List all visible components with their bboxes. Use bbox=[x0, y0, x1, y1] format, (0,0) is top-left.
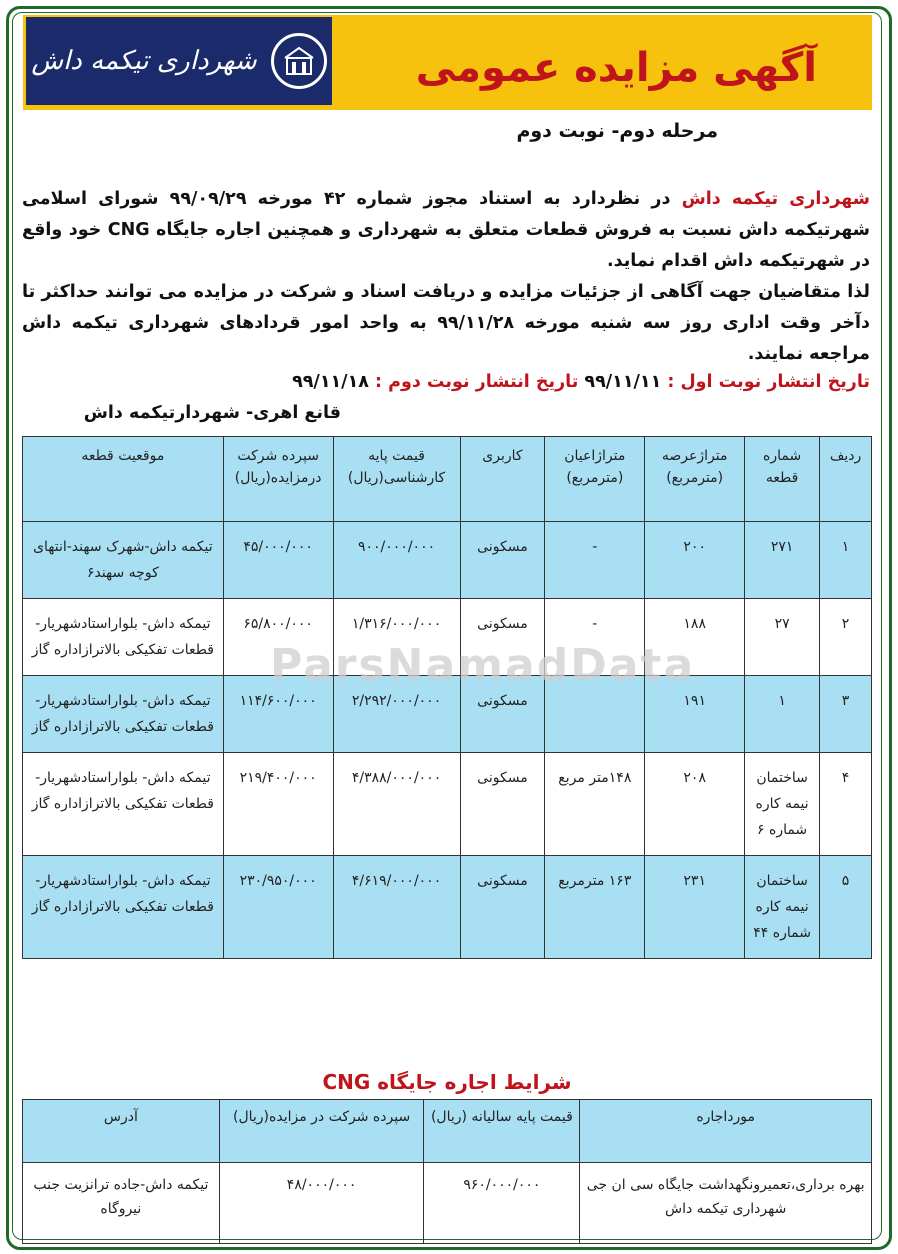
signature: قانع اهری- شهردارتیکمه داش bbox=[83, 403, 341, 423]
table-cell: ۱۴۸متر مربع bbox=[545, 753, 645, 856]
column-header: ردیف bbox=[820, 437, 872, 522]
municipality-logo bbox=[26, 17, 332, 105]
table-cell: ۴/۳۸۸/۰۰۰/۰۰۰ bbox=[333, 753, 460, 856]
announcement-body bbox=[22, 184, 870, 370]
second-pub-label: تاریخ انتشار نوبت دوم : bbox=[375, 372, 579, 392]
page-title: آگهی مزایده عمومی bbox=[415, 45, 817, 91]
table-cell: ۴۵/۰۰۰/۰۰۰ bbox=[223, 522, 333, 599]
table-cell: - bbox=[545, 599, 645, 676]
column-header: سپرده شرکت در مزایده(ریال) bbox=[219, 1100, 424, 1163]
table-cell: تیکمه داش-شهرک سهند-انتهای کوچه سهند۶ bbox=[23, 522, 224, 599]
column-header: آدرس bbox=[23, 1100, 220, 1163]
table-cell: ۹۶۰/۰۰۰/۰۰۰ bbox=[424, 1163, 580, 1244]
table-header-row bbox=[23, 437, 872, 522]
table-cell: مسکونی bbox=[460, 856, 545, 959]
table-cell: مسکونی bbox=[460, 753, 545, 856]
table-cell: تیکمه داش-جاده ترانزیت جنب نیروگاه bbox=[23, 1163, 220, 1244]
table-cell: ۱ bbox=[820, 522, 872, 599]
column-header: موقعیت قطعه bbox=[23, 437, 224, 522]
cng-header-row bbox=[23, 1100, 872, 1163]
table-cell: ساختمان نیمه کاره شماره ۴۴ bbox=[745, 856, 820, 959]
first-pub-label: تاریخ انتشار نوبت اول : bbox=[667, 372, 870, 392]
table-cell: ۲۱۹/۴۰۰/۰۰۰ bbox=[223, 753, 333, 856]
table-cell: ۱ bbox=[745, 676, 820, 753]
column-header: شماره قطعه bbox=[745, 437, 820, 522]
auction-table bbox=[22, 436, 872, 959]
table-cell: ۱۹۱ bbox=[645, 676, 745, 753]
table-cell: تیمکه داش- بلواراستادشهریار- قطعات تفکیکی بالاترازاداره گاز bbox=[23, 856, 224, 959]
cng-table bbox=[22, 1099, 872, 1244]
paragraph-1: در نظردارد به استناد مجوز شماره ۴۲ مورخه ۹۹/۰۹/۲۹ شورای اسلامی شهرتیکمه داش نسبت به فروش قطعات متعلق به شهرداری و همچنین اجاره جایگاه CNG خود واقع در شهرتیکمه داش اقدام نماید. bbox=[22, 189, 871, 271]
table-row bbox=[23, 856, 872, 959]
table-cell: تیمکه داش- بلواراستادشهریار- قطعات تفکیکی بالاترازاداره گاز bbox=[23, 599, 224, 676]
table-cell: ۴۸/۰۰۰/۰۰۰ bbox=[219, 1163, 424, 1244]
table-cell: ۹۰۰/۰۰۰/۰۰۰ bbox=[333, 522, 460, 599]
column-header: متراژاعیان (مترمربع) bbox=[545, 437, 645, 522]
table-cell: ۲۳۱ bbox=[645, 856, 745, 959]
logo-text: شهرداری تیکمه داش bbox=[31, 46, 257, 76]
cng-section-title: شرایط اجاره جایگاه CNG bbox=[322, 1070, 572, 1094]
table-row bbox=[23, 753, 872, 856]
column-header: کاربری bbox=[460, 437, 545, 522]
column-header: قیمت پایه سالیانه (ریال) bbox=[424, 1100, 580, 1163]
table-cell: ۳ bbox=[820, 676, 872, 753]
column-header: متراژعرصه (مترمربع) bbox=[645, 437, 745, 522]
table-cell: ۲ bbox=[820, 599, 872, 676]
second-pub-date: ۹۹/۱۱/۱۸ bbox=[292, 372, 369, 392]
table-cell: ۴/۶۱۹/۰۰۰/۰۰۰ bbox=[333, 856, 460, 959]
table-cell: ۲۳۰/۹۵۰/۰۰۰ bbox=[223, 856, 333, 959]
table-cell: - bbox=[545, 522, 645, 599]
table-cell: تیمکه داش- بلواراستادشهریار- قطعات تفکیکی بالاترازاداره گاز bbox=[23, 753, 224, 856]
paragraph-2: لذا متقاضیان جهت آگاهی از جزئیات مزایده و دریافت اسناد و شرکت در مزایده می توانند حداکثر تا دآخر وقت اداری روز سه شنبه مورخه ۹۹/۱۱/۲۸ به واحد امور قردادهای شهرداری تیکمه داش مراجعه نمایند. bbox=[22, 282, 870, 364]
column-header: سپرده شرکت درمزایده(ریال) bbox=[223, 437, 333, 522]
cng-data-row bbox=[23, 1163, 872, 1244]
watermark: ParsNamadData bbox=[270, 640, 696, 691]
table-cell: ۱۸۸ bbox=[645, 599, 745, 676]
building-emblem-icon bbox=[271, 33, 327, 89]
table-cell: بهره برداری،تعمیرونگهداشت جایگاه سی ان جی شهرداری تیکمه داش bbox=[580, 1163, 872, 1244]
column-header: مورداجاره bbox=[580, 1100, 872, 1163]
table-cell: ۵ bbox=[820, 856, 872, 959]
table-cell: ۲۷ bbox=[745, 599, 820, 676]
column-header: قیمت پایه کارشناسی(ریال) bbox=[333, 437, 460, 522]
table-row bbox=[23, 522, 872, 599]
table-cell: ۱/۳۱۶/۰۰۰/۰۰۰ bbox=[333, 599, 460, 676]
table-cell: ساختمان نیمه کاره شماره ۶ bbox=[745, 753, 820, 856]
table-cell: ۲۰۰ bbox=[645, 522, 745, 599]
table-cell: مسکونی bbox=[460, 522, 545, 599]
table-cell: ۲۰۸ bbox=[645, 753, 745, 856]
org-name: شهرداری تیکمه داش bbox=[681, 189, 871, 209]
table-cell: مسکونی bbox=[460, 599, 545, 676]
table-cell: ۱۶۳ مترمربع bbox=[545, 856, 645, 959]
publication-dates bbox=[22, 372, 870, 392]
first-pub-date: ۹۹/۱۱/۱۱ bbox=[584, 372, 662, 392]
table-cell: ۶۵/۸۰۰/۰۰۰ bbox=[223, 599, 333, 676]
table-cell: مسکونی bbox=[460, 676, 545, 753]
table-cell: ۲۷۱ bbox=[745, 522, 820, 599]
stage-subtitle: مرحله دوم- نوبت دوم bbox=[516, 120, 718, 142]
table-cell: ۱۱۴/۶۰۰/۰۰۰ bbox=[223, 676, 333, 753]
table-cell: ۴ bbox=[820, 753, 872, 856]
table-cell: تیمکه داش- بلواراستادشهریار- قطعات تفکیکی بالاترازاداره گاز bbox=[23, 676, 224, 753]
table-cell: ۲/۲۹۲/۰۰۰/۰۰۰ bbox=[333, 676, 460, 753]
